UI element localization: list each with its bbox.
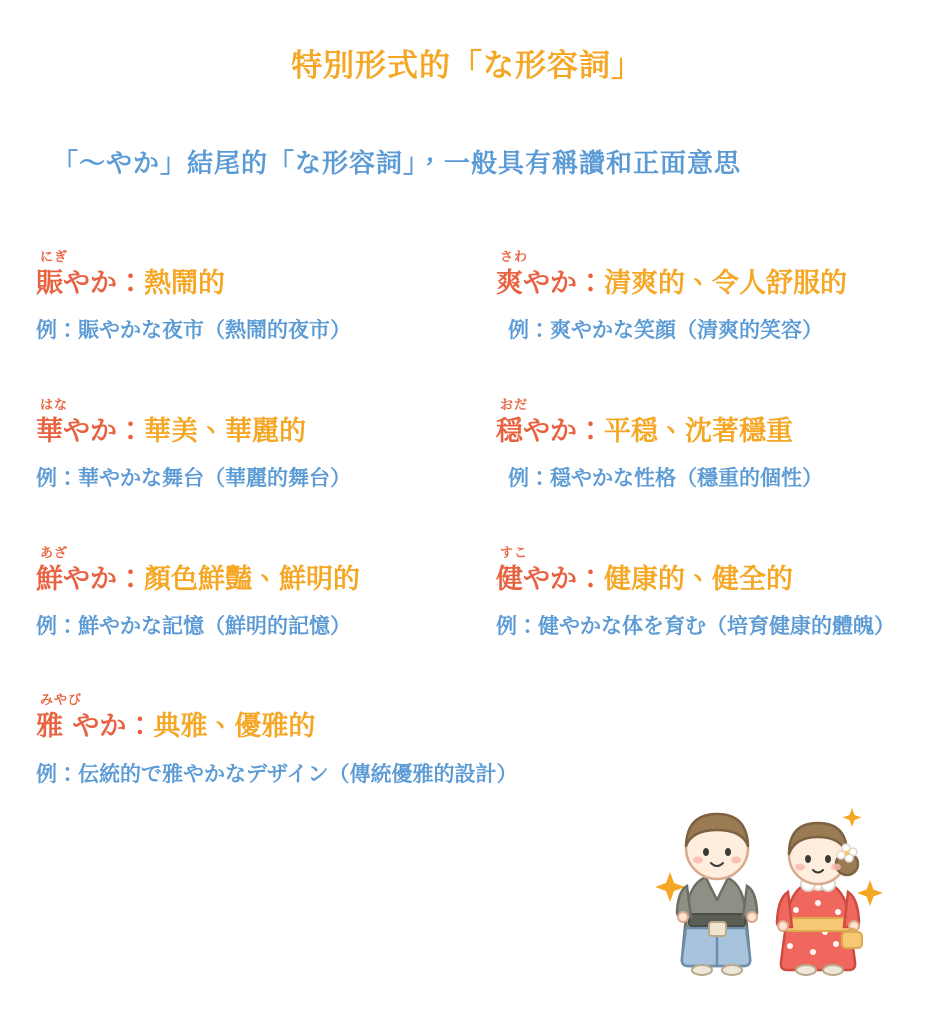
headword-gloss: 顏色鮮豔、鮮明的: [144, 563, 360, 595]
vocabulary-row: [36, 546, 906, 642]
headword-gloss: 典雅、優雅的: [153, 711, 316, 743]
headword: [496, 562, 886, 598]
example-sentence: 例：爽やかな笑顔（清爽的笑容）: [508, 318, 823, 343]
headword-gloss: 健康的、健全的: [604, 563, 793, 595]
page-subtitle: 「〜やか」結尾的「な形容詞」，一般具有稱讚和正面意思: [52, 149, 742, 179]
furigana: にぎ: [40, 250, 69, 265]
vocabulary-entry-azayaka: [36, 546, 461, 642]
headword-gloss: 清爽的、令人舒服的: [604, 268, 847, 299]
example-sentence: 例：華やかな舞台（華麗的舞台）: [36, 466, 351, 491]
furigana: あざ: [40, 545, 69, 561]
vocabulary-entry-nigiyaka: [36, 250, 461, 346]
example-sentence: 例：健やかな体を育む（培育健康的體魄）: [496, 614, 895, 639]
headword-gloss: 平穏、沈著穩重: [604, 415, 793, 447]
vocabulary-entry-odayaka: [461, 398, 886, 494]
furigana: みやび: [40, 693, 83, 709]
headword-word: 賑やか：: [36, 268, 144, 299]
headword: [496, 266, 886, 302]
headword-gloss: 華美、華麗的: [144, 415, 306, 447]
vocabulary-row: [36, 250, 906, 346]
headword: [36, 562, 461, 598]
headword: [36, 266, 461, 302]
example-sentence: 例：賑やかな夜市（熱鬧的夜市）: [36, 318, 351, 343]
woman-figure: [777, 823, 862, 975]
vocabulary-entry-hanayaka: [36, 398, 461, 494]
headword: [36, 709, 676, 745]
example-sentence: 例：伝統的で雅やかなデザイン（傳統優雅的設計）: [36, 761, 518, 786]
vocabulary-list: [36, 250, 906, 789]
headword-word: 穏やか：: [496, 415, 604, 447]
man-figure: [677, 814, 757, 975]
vocabulary-entry-sawayaka: [461, 250, 886, 346]
furigana: はな: [40, 397, 69, 413]
headword-word: 鮮やか：: [36, 563, 144, 595]
couple-illustration-svg: [656, 760, 886, 990]
furigana: すこ: [500, 545, 529, 561]
vocabulary-entry-sukoyaka: [461, 545, 895, 642]
headword: [36, 414, 461, 450]
couple-in-kimono-illustration: [656, 760, 886, 990]
page-title: 特別形式的「な形容詞」: [291, 48, 643, 84]
example-sentence: 例：穏やかな性格（穩重的個性）: [508, 466, 823, 491]
headword-word: 健やか：: [496, 563, 604, 595]
furigana: さわ: [500, 250, 529, 265]
headword-word: 華やか：: [36, 415, 144, 447]
furigana: おだ: [500, 397, 529, 413]
headword-word: 雅 やか：: [36, 711, 154, 743]
headword-word: 爽やか：: [496, 268, 604, 299]
vocabulary-entry-miyabiyaka: [36, 693, 676, 789]
vocabulary-row: [36, 398, 906, 494]
headword: [496, 414, 886, 450]
example-sentence: 例：鮮やかな記憶（鮮明的記憶）: [36, 614, 351, 639]
headword-gloss: 熱鬧的: [144, 268, 225, 299]
